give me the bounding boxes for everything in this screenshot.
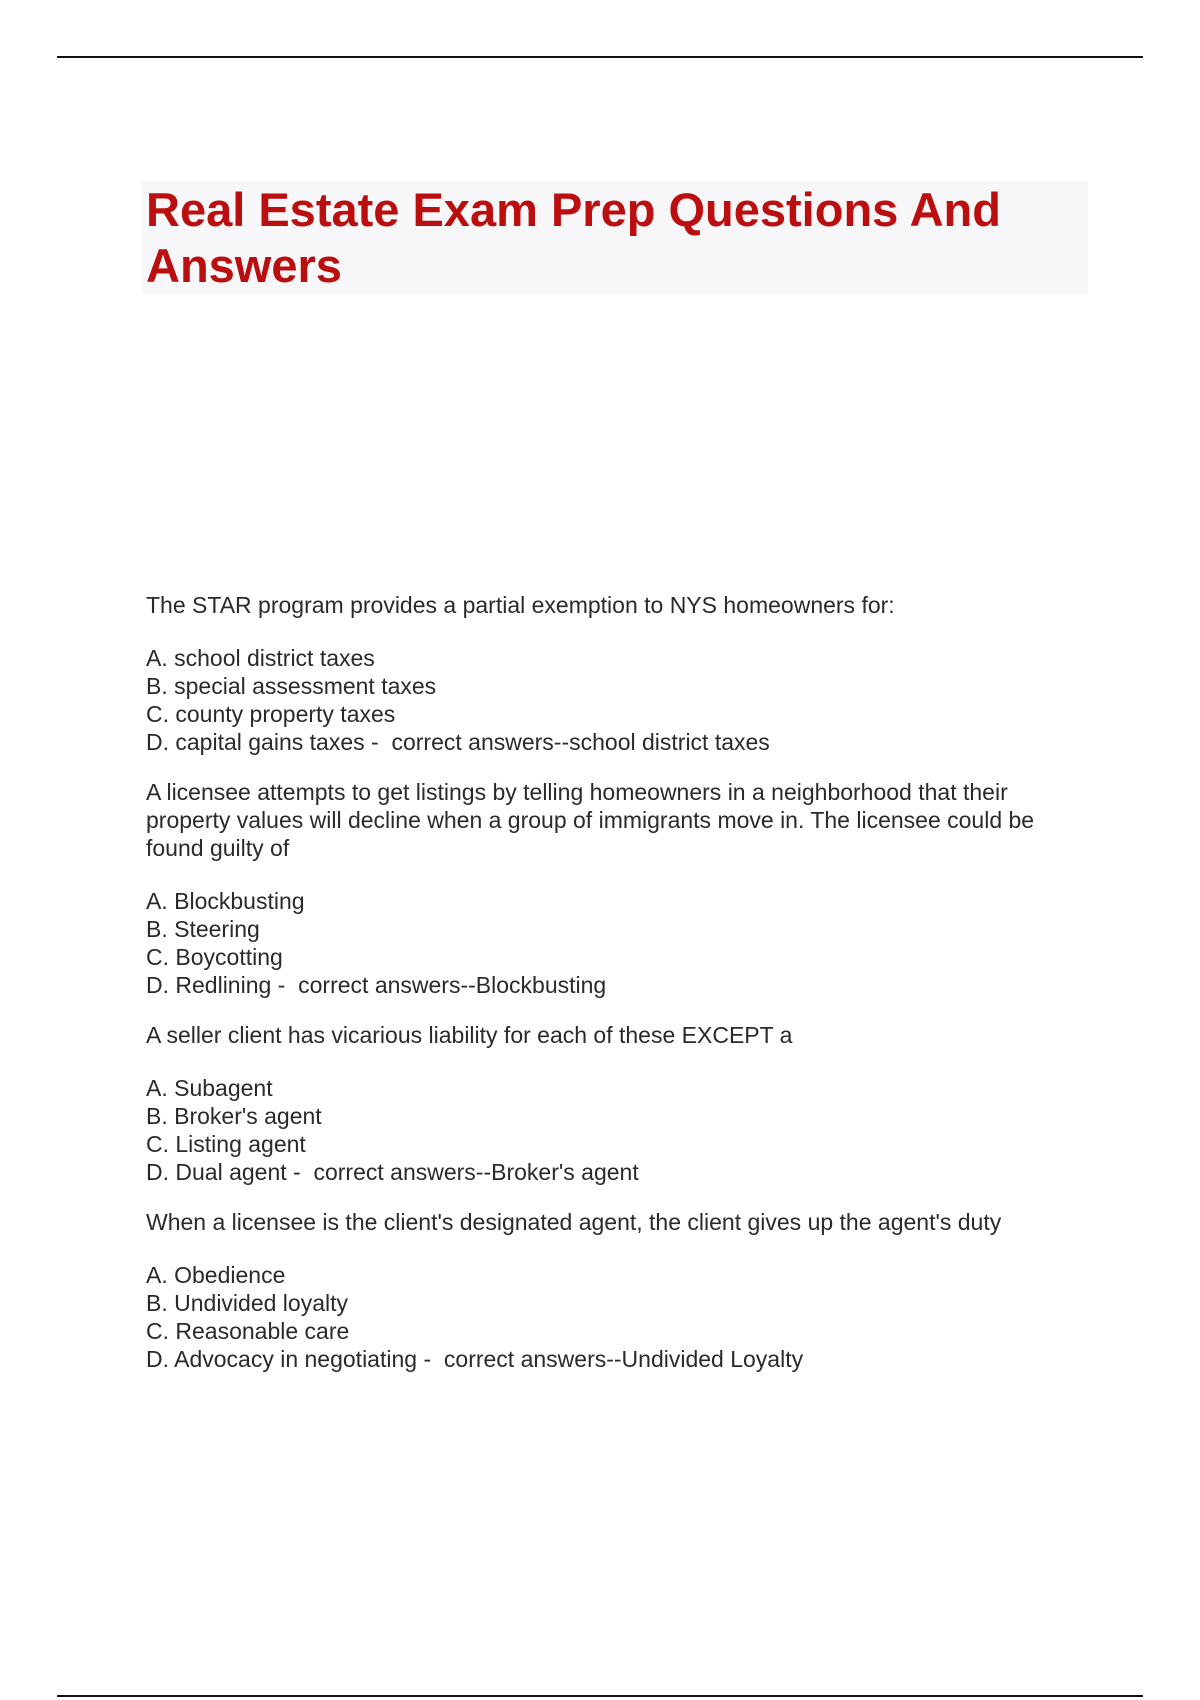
option-d-with-answer	[146, 728, 1086, 756]
option-c: C. Reasonable care	[146, 1318, 350, 1344]
title-block	[142, 181, 1088, 294]
question-item	[146, 778, 1086, 999]
question-text: A seller client has vicarious liability for each of these EXCEPT a	[146, 1022, 793, 1048]
option-d-with-answer	[146, 1345, 1086, 1373]
question-text: When a licensee is the client's designated agent, the client gives up the agent's duty	[146, 1209, 1002, 1235]
option-b: B. special assessment taxes	[146, 673, 437, 699]
option-c: C. Boycotting	[146, 944, 283, 970]
footer-rule	[57, 1695, 1143, 1697]
document-title: Real Estate Exam Prep Questions And Answers	[146, 183, 1001, 292]
option-c: C. Listing agent	[146, 1131, 306, 1157]
option-d-with-answer	[146, 971, 1086, 999]
option-d: D. Dual agent	[146, 1159, 287, 1185]
option-d: D. Advocacy in negotiating	[146, 1346, 418, 1372]
option-c: C. county property taxes	[146, 701, 396, 727]
header-rule	[57, 56, 1143, 58]
questions-list	[146, 591, 1086, 1395]
option-d: D. capital gains taxes	[146, 729, 365, 755]
option-a: A. Subagent	[146, 1075, 273, 1101]
option-a: A. Blockbusting	[146, 888, 305, 914]
correct-answer: correct answers--Broker's agent	[313, 1159, 639, 1185]
answer-separator: -	[286, 1159, 314, 1185]
question-text: The STAR program provides a partial exemption to NYS homeowners for:	[146, 592, 895, 618]
options-list	[146, 644, 1086, 756]
option-b: B. Steering	[146, 916, 260, 942]
correct-answer: correct answers--Undivided Loyalty	[443, 1346, 804, 1372]
question-item	[146, 591, 1086, 756]
question-item	[146, 1208, 1086, 1373]
option-b: B. Broker's agent	[146, 1103, 322, 1129]
option-a: A. school district taxes	[146, 645, 375, 671]
option-b: B. Undivided loyalty	[146, 1290, 348, 1316]
answer-separator: -	[364, 729, 392, 755]
options-list	[146, 1074, 1086, 1186]
answer-separator: -	[271, 972, 299, 998]
answer-separator: -	[417, 1346, 444, 1372]
options-list	[146, 887, 1086, 999]
question-item	[146, 1021, 1086, 1186]
correct-answer: correct answers--Blockbusting	[298, 972, 607, 998]
option-a: A. Obedience	[146, 1262, 286, 1288]
question-text: A licensee attempts to get listings by telling homeowners in a neighborhood that their property values will decline when a group of immigrants move in. The licensee could be found guilty of	[146, 779, 1035, 861]
correct-answer: correct answers--school district taxes	[391, 729, 770, 755]
option-d: D. Redlining	[146, 972, 272, 998]
options-list	[146, 1261, 1086, 1373]
option-d-with-answer	[146, 1158, 1086, 1186]
